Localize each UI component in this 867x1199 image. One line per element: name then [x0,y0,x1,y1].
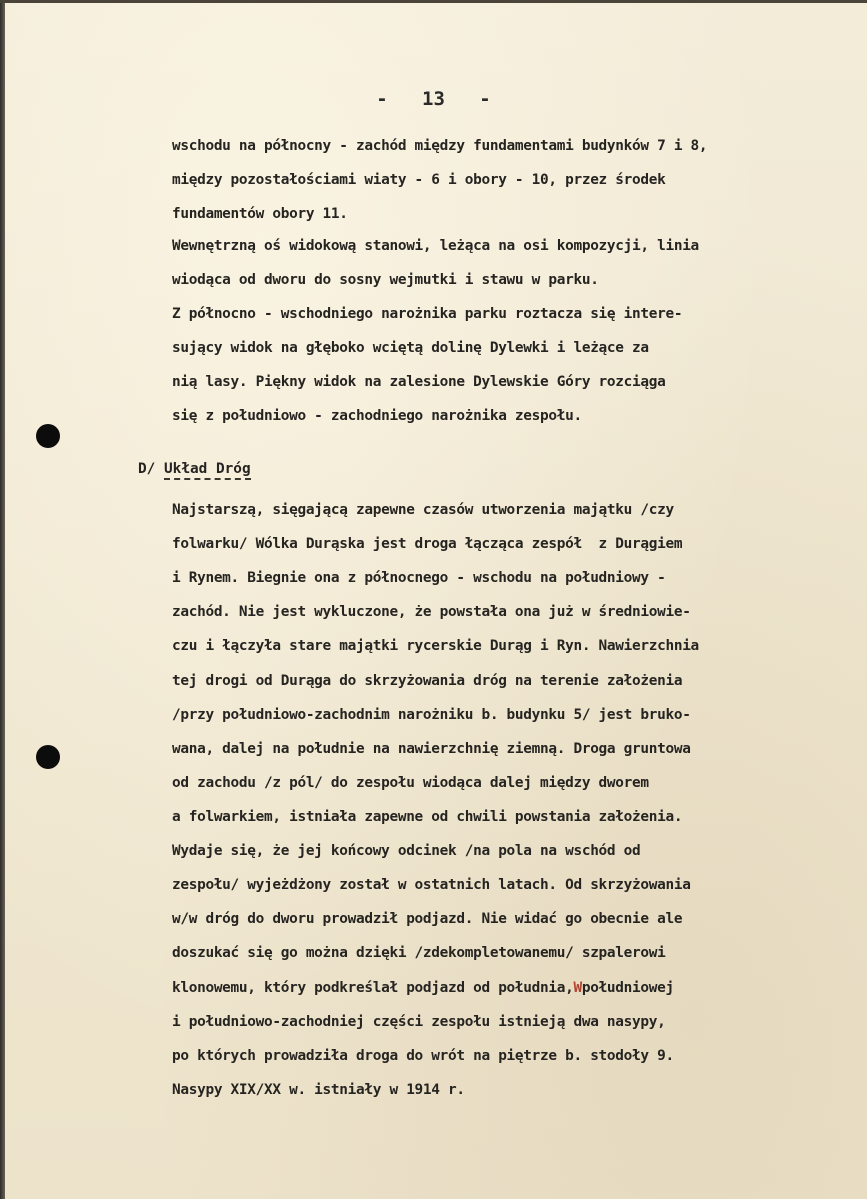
text-line: /przy południowo-zachodnim narożniku b. budynku 5/ jest bruko- [172,707,691,723]
section-heading [138,461,251,477]
text-line: zachód. Nie jest wykluczone, że powstała ona już w średniowie- [172,604,691,620]
text-line: Z północno - wschodniego narożnika parku roztacza się intere- [172,306,683,322]
text-line: nią lasy. Piękny widok na zalesione Dylewskie Góry rozciąga [172,374,666,390]
text-line: folwarku/ Wólka Durąska jest droga łącząca zespół z Durągiem [172,536,683,552]
text-line: między pozostałościami wiaty - 6 i obory - 10, przez środek [172,172,666,188]
text-line: wschodu na północny - zachód między fundamentami budynków 7 i 8, [172,138,708,154]
text-line [172,981,674,995]
text-segment: klonowemu, który podkreślał podjazd od południa, [172,980,574,996]
text-line: tej drogi od Durąga do skrzyżowania dróg na terenie założenia [172,673,683,689]
punch-hole-bottom [36,745,60,769]
text-line: Najstarszą, sięgającą zapewne czasów utworzenia majątku /czy [172,502,674,518]
text-line: doszukać się go można dzięki /zdekompletowanemu/ szpalerowi [172,945,666,961]
text-line: Wydaje się, że jej końcowy odcinek /na pola na wschód od [172,843,641,859]
page-number: - 13 - [376,88,491,110]
text-line: Wewnętrzną oś widokową stanowi, leżąca na osi kompozycji, linia [172,238,699,254]
text-line: od zachodu /z pól/ do zespołu wiodąca dalej między dworem [172,775,649,791]
text-line: zespołu/ wyjeżdżony został w ostatnich latach. Od skrzyżowania [172,877,691,893]
text-line: czu i łączyła stare majątki rycerskie Durąg i Ryn. Nawierzchnia [172,638,699,654]
text-segment: południowej [581,980,674,996]
text-line: fundamentów obory 11. [172,206,348,222]
scan-edge-top [0,0,867,3]
text-line: się z południowo - zachodniego narożnika zespołu. [172,408,582,424]
handwritten-correction: W [573,980,582,996]
text-line: w/w dróg do dworu prowadził podjazd. Nie widać go obecnie ale [172,911,683,927]
section-title: Układ Dróg [164,461,251,480]
text-line: sujący widok na głęboko wciętą dolinę Dylewki i leżące za [172,340,649,356]
punch-hole-top [36,424,60,448]
text-line: Nasypy XIX/XX w. istniały w 1914 r. [172,1082,465,1098]
text-line: i Rynem. Biegnie ona z północnego - wschodu na południowy - [172,570,666,586]
text-line: po których prowadziła droga do wrót na piętrze b. stodoły 9. [172,1048,674,1064]
text-line: i południowo-zachodniej części zespołu istnieją dwa nasypy, [172,1014,666,1030]
text-line: wana, dalej na południe na nawierzchnię ziemną. Droga gruntowa [172,741,691,757]
section-prefix: D/ [138,461,164,477]
text-line: a folwarkiem, istniała zapewne od chwili powstania założenia. [172,809,683,825]
text-line: wiodąca od dworu do sosny wejmutki i stawu w parku. [172,272,599,288]
scan-edge-left [0,0,5,1199]
